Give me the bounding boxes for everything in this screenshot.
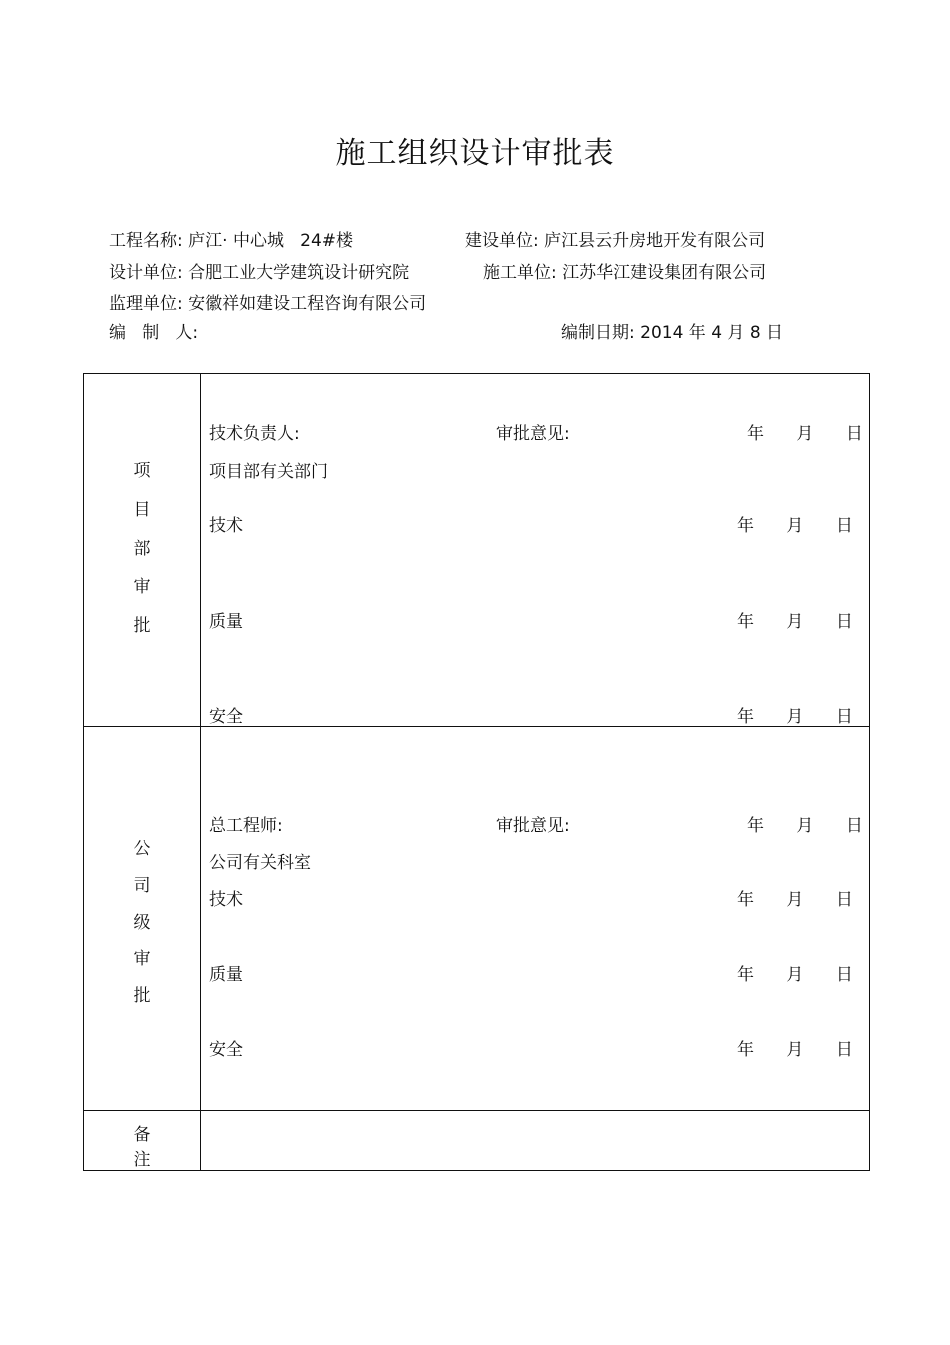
project-opinion-label: 审批意见: — [496, 424, 570, 444]
design-label: 设计单位: — [109, 263, 183, 283]
project-section-label — [84, 456, 200, 636]
builder-row — [465, 226, 765, 251]
edit-date-value: 2014 年 4 月 8 日 — [640, 323, 784, 343]
builder-value: 庐江县云升房地开发有限公司 — [544, 231, 766, 251]
project-safety-label: 安全 — [209, 707, 243, 727]
construction-label: 施工单位: — [483, 263, 557, 283]
edit-date-row — [561, 318, 783, 343]
remarks-label — [84, 1120, 200, 1170]
project-name-row — [109, 226, 353, 251]
company-tech-date: 年 月 日 — [737, 890, 853, 910]
project-quality-label: 质量 — [209, 612, 243, 632]
company-label-char: 级 — [133, 912, 151, 933]
project-label-char: 项 — [133, 461, 151, 481]
project-tech-label: 技术 — [209, 516, 243, 536]
builder-label: 建设单位: — [465, 231, 539, 251]
project-label-char: 部 — [133, 538, 151, 559]
project-label-char: 批 — [133, 616, 151, 636]
project-tech-date: 年 月 日 — [737, 516, 853, 536]
section-divider-2 — [84, 1110, 869, 1111]
company-label-char: 审 — [133, 949, 151, 970]
project-name-value: 庐江· 中心城 24#楼 — [188, 231, 354, 251]
edit-date-label: 编制日期: — [561, 323, 635, 343]
company-opinion-date: 年 月 日 — [747, 816, 863, 836]
remarks-label-char: 注 — [133, 1150, 151, 1170]
company-label-char: 公 — [133, 839, 151, 859]
approval-table — [83, 373, 870, 1171]
supervisor-label: 监理单位: — [109, 294, 183, 314]
chief-engineer-label: 总工程师: — [209, 816, 283, 836]
company-opinion-label: 审批意见: — [496, 816, 570, 836]
remarks-label-char: 备 — [133, 1125, 151, 1145]
tech-lead-label: 技术负责人: — [209, 424, 300, 444]
project-opinion-date: 年 月 日 — [747, 424, 863, 444]
company-safety-date: 年 月 日 — [737, 1040, 853, 1060]
construction-value: 江苏华江建设集团有限公司 — [562, 263, 767, 283]
company-quality-date: 年 月 日 — [737, 965, 853, 985]
project-safety-date: 年 月 日 — [737, 707, 853, 727]
project-quality-date: 年 月 日 — [737, 612, 853, 632]
page-title: 施工组织设计审批表 — [335, 136, 615, 171]
company-tech-label: 技术 — [209, 890, 243, 910]
table-column-divider — [200, 374, 201, 1170]
company-label-char: 司 — [133, 875, 151, 896]
editor-row — [109, 318, 198, 343]
company-dept-label: 公司有关科室 — [209, 853, 311, 873]
supervisor-row — [109, 289, 426, 314]
design-row — [109, 258, 409, 283]
construction-row — [483, 258, 766, 283]
project-name-label: 工程名称: — [109, 231, 183, 251]
company-quality-label: 质量 — [209, 965, 243, 985]
project-dept-label: 项目部有关部门 — [209, 462, 328, 482]
company-label-char: 批 — [133, 986, 151, 1006]
company-section-label — [84, 834, 200, 1006]
project-label-char: 审 — [133, 577, 151, 598]
company-safety-label: 安全 — [209, 1040, 243, 1060]
project-label-char: 目 — [133, 499, 151, 520]
supervisor-value: 安徽祥如建设工程咨询有限公司 — [188, 294, 427, 314]
design-value: 合肥工业大学建筑设计研究院 — [188, 263, 410, 283]
editor-label: 编 制 人: — [109, 323, 199, 343]
